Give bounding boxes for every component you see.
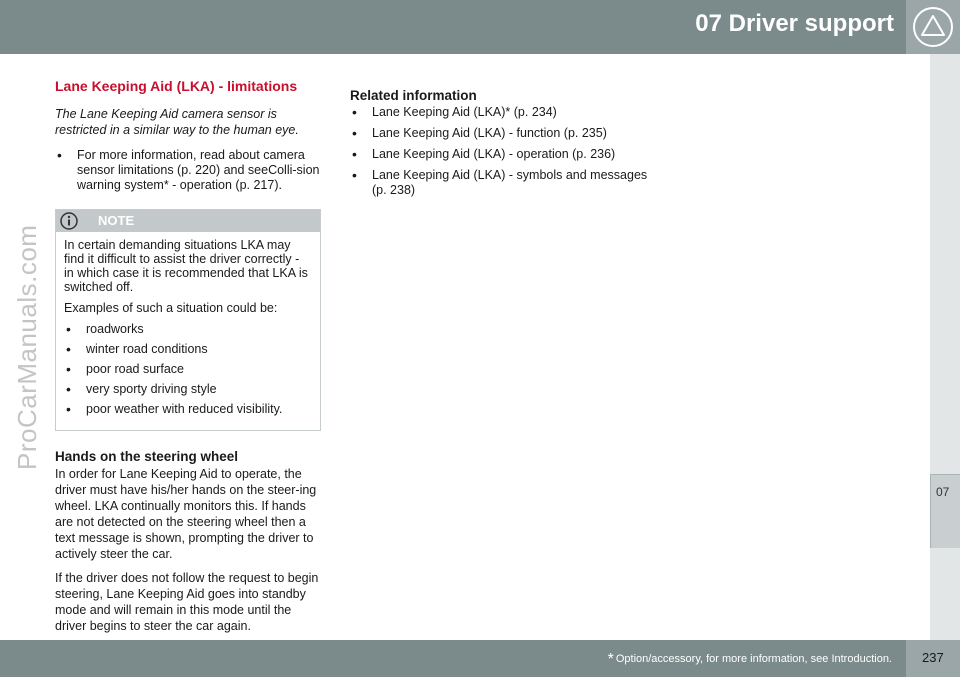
watermark: ProCarManuals.com xyxy=(12,224,42,470)
list-item: • For more information, read about camera sensor limitations (p. 220) and seeColli-sion warning system* - operation (p. 217). xyxy=(55,148,323,193)
right-column xyxy=(350,88,650,204)
chapter-tab xyxy=(930,474,960,549)
related-link[interactable]: • Lane Keeping Aid (LKA) - operation (p. 236) xyxy=(350,147,650,162)
page-number: 237 xyxy=(922,650,944,665)
side-strip-lower xyxy=(930,548,960,640)
related-info-list xyxy=(350,105,650,198)
note-body xyxy=(56,232,320,430)
footer-note-text: Option/accessory, for more information, see Introduction. xyxy=(615,653,892,665)
related-link[interactable]: • Lane Keeping Aid (LKA) - symbols and messages (p. 238) xyxy=(350,168,650,198)
note-label: NOTE xyxy=(98,213,135,228)
page-number-box xyxy=(906,640,960,677)
related-link[interactable]: • Lane Keeping Aid (LKA) - function (p. 235) xyxy=(350,126,650,141)
list-item: • very sporty driving style xyxy=(64,382,312,397)
related-info-title: Related information xyxy=(350,88,477,103)
list-item: • poor weather with reduced visibility. xyxy=(64,402,312,417)
header-icon-box xyxy=(906,0,960,54)
chapter-title: 07 Driver support xyxy=(695,10,894,37)
page-header xyxy=(0,0,906,54)
paragraph: In order for Lane Keeping Aid to operate, the driver must have his/her hands on the steer-ing wheel. LKA continually monitors this. If hands are not detected on the steering wheel then a text message is shown, prompting the driver to actively steer the car. xyxy=(55,467,317,561)
paragraph: If the driver does not follow the request to begin steering, Lane Keeping Aid goes into standby mode and will remain in this mode until the driver begins to steer the car again. xyxy=(55,571,319,633)
side-strip xyxy=(930,54,960,474)
note-header xyxy=(56,210,320,232)
list-item: • poor road surface xyxy=(64,362,312,377)
page-footer xyxy=(0,640,906,677)
list-item: • winter road conditions xyxy=(64,342,312,357)
info-icon xyxy=(60,212,78,230)
footer-star: * xyxy=(607,651,614,668)
warning-triangle-icon xyxy=(912,6,954,48)
subheading-hands: Hands on the steering wheel xyxy=(55,449,239,464)
note-paragraph: Examples of such a situation could be: xyxy=(64,301,278,315)
intro-bullets xyxy=(55,148,323,193)
note-list xyxy=(64,322,312,417)
footer-note xyxy=(608,651,892,669)
section-title: Lane Keeping Aid (LKA) - limitations xyxy=(55,78,298,94)
chapter-tab-label: 07 xyxy=(936,485,950,499)
related-link[interactable]: • Lane Keeping Aid (LKA)* (p. 234) xyxy=(350,105,650,120)
note-box xyxy=(55,209,321,431)
left-column xyxy=(55,78,323,642)
intro-text: The Lane Keeping Aid camera sensor is restricted in a similar way to the human eye. xyxy=(55,107,299,137)
list-item: • roadworks xyxy=(64,322,312,337)
note-paragraph: In certain demanding situations LKA may find it difficult to assist the driver correctly - in which case it is recommended that LKA is switched off. xyxy=(64,238,308,294)
